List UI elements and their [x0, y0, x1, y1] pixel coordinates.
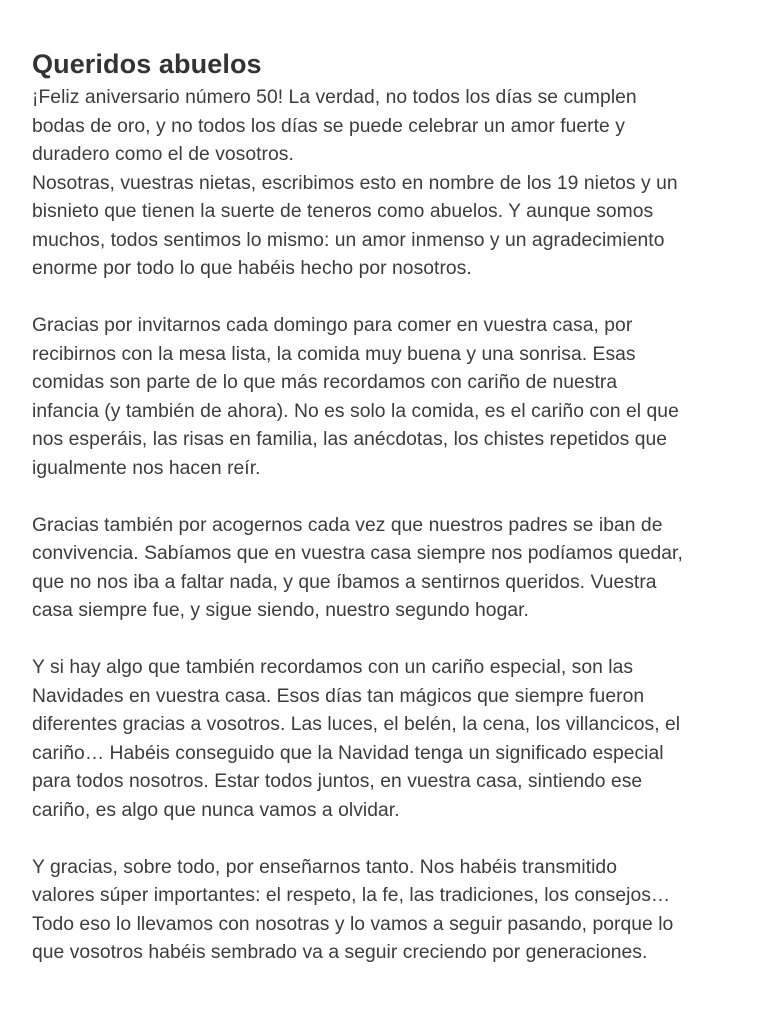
text-line: Todo eso lo llevamos con nosotras y lo vamos a seguir pasando, porque lo — [32, 913, 674, 935]
text-line: que vosotros habéis sembrado va a seguir creciendo por generaciones. — [32, 942, 648, 963]
text-line: valores súper importantes: el respeto, la fe, las tradiciones, los consejos… — [32, 885, 671, 906]
paragraph-greeting — [32, 84, 744, 170]
text-line: Y gracias, sobre todo, por enseñarnos tanto. Nos habéis transmitido — [32, 856, 617, 878]
paragraph-christmas — [32, 654, 744, 825]
text-line: para todos nosotros. Estar todos juntos, en vuestra casa, sintiendo ese — [32, 771, 643, 792]
paragraph-spacer — [32, 483, 744, 512]
text-line: cariño… Habéis conseguido que la Navidad tenga un significado especial — [32, 742, 664, 764]
paragraph-second-home — [32, 512, 744, 626]
text-line: Navidades en vuestra casa. Esos días tan mágicos que siempre fueron — [32, 685, 645, 707]
text-line: nos esperáis, las risas en familia, las anécdotas, los chistes repetidos que — [32, 429, 668, 450]
paragraph-spacer — [32, 825, 744, 854]
text-line: bodas de oro, y no todos los días se puede celebrar un amor fuerte y — [32, 115, 625, 137]
text-line: duradero como el de vosotros. — [32, 144, 294, 165]
text-line: infancia (y también de ahora). No es solo la comida, es el cariño con el que — [32, 400, 679, 422]
letter-body — [32, 44, 744, 968]
letter-title: Queridos abuelos — [32, 49, 262, 79]
text-line: Gracias por invitarnos cada domingo para comer en vuestra casa, por — [32, 315, 633, 336]
paragraph-grandchildren — [32, 170, 744, 284]
text-line: diferentes gracias a vosotros. Las luces, el belén, la cena, los villancicos, el — [32, 714, 681, 735]
text-line: convivencia. Sabíamos que en vuestra casa siempre nos podíamos quedar, — [32, 543, 683, 564]
text-line: recibirnos con la mesa lista, la comida muy buena y una sonrisa. Esas — [32, 343, 636, 365]
text-line: muchos, todos sentimos lo mismo: un amor inmenso y un agradecimiento — [32, 229, 665, 251]
text-line: enorme por todo lo que habéis hecho por nosotros. — [32, 258, 472, 279]
text-line: Y si hay algo que también recordamos con un cariño especial, son las — [32, 657, 634, 678]
text-line: comidas son parte de lo que más recordamos con cariño de nuestra — [32, 372, 618, 393]
paragraph-spacer — [32, 284, 744, 313]
text-line: Gracias también por acogernos cada vez que nuestros padres se iban de — [32, 514, 663, 536]
paragraph-sunday-meals — [32, 312, 744, 483]
text-line: Nosotras, vuestras nietas, escribimos esto en nombre de los 19 nietos y un — [32, 172, 678, 194]
text-line: ¡Feliz aniversario número 50! La verdad, no todos los días se cumplen — [32, 87, 637, 108]
paragraph-values — [32, 854, 744, 968]
text-line: que no nos iba a faltar nada, y que íbamos a sentirnos queridos. Vuestra — [32, 571, 657, 593]
text-line: igualmente nos hacen reír. — [32, 457, 261, 479]
text-line: cariño, es algo que nunca vamos a olvidar. — [32, 799, 400, 821]
paragraph-spacer — [32, 626, 744, 655]
text-line: casa siempre fue, y sigue siendo, nuestro segundo hogar. — [32, 600, 529, 621]
text-line: bisnieto que tienen la suerte de teneros como abuelos. Y aunque somos — [32, 201, 654, 222]
